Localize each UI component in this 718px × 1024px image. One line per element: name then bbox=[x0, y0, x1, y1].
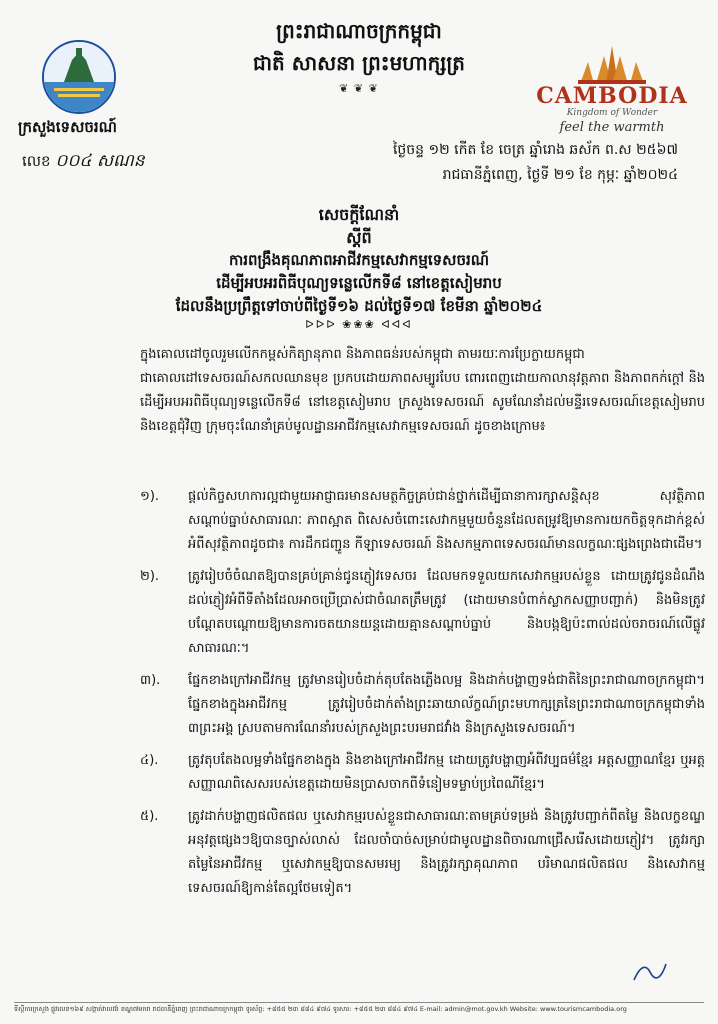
item-text: ត្រូវតុបតែងលម្អទាំងផ្នែកខាងក្នុង និងខាងក្រៅអាជីវកម្ម ដោយត្រូវបង្ហាញអំពីវប្បធម៌ខ្មែរ អត្តសញ្ញាណខ្មែរ ឬអត្តសញ្ញាណពិសេសរបស់ខេត្តដោយមិនប្រាសចាកពីទំនៀមទម្លាប់ប្រពៃណីខ្មែរ។ bbox=[188, 753, 705, 792]
instruction-list bbox=[140, 485, 705, 909]
title-line-1: សេចក្តីណែនាំ bbox=[318, 205, 400, 224]
list-item bbox=[140, 485, 705, 557]
intro-paragraph bbox=[140, 343, 705, 367]
title-line-2: ស្តីពី bbox=[346, 228, 372, 247]
ministry-of-tourism-logo bbox=[42, 40, 116, 114]
item-number: ២). bbox=[140, 569, 160, 584]
reference-value: ០០៤ សណន bbox=[55, 151, 145, 171]
intro-paragraph-continued bbox=[140, 367, 705, 439]
document-title bbox=[0, 203, 718, 331]
ministry-name: ក្រសួងទេសចរណ៍ bbox=[18, 118, 117, 136]
item-number: ១). bbox=[140, 489, 160, 504]
intro-first-line: ក្នុងគោលដៅចូលរួមលើកកម្ពស់កិត្យានុភាព និងភាពធន់របស់កម្ពុជា តាមរយៈការប្រែក្លាយកម្ពុជា bbox=[140, 347, 585, 362]
footer-contact: ទីស្តីការក្រសួង ផ្លូវលេខ១៦៩ សង្កាត់វាលវង់ ខណ្ឌ៧មករា រាជធានីភ្នំពេញ ព្រះរាជាណាចក្រកម្ពុជា ទូរស័ព្ទ: +៨៥៥ ២៣ ៨៨៤ ៩៧៤ ទូរសារ: +៨៥៥ ២៣ ៨៨៤ ៩៧៤ E-mail: admin@mot.gov.kh Website: www.tourismcambodia.org bbox=[14, 1002, 704, 1015]
brand-tagline: Kingdom of Wonder bbox=[566, 108, 658, 118]
item-text: ផ្តល់កិច្ចសហការល្អជាមួយអាជ្ញាធរមានសមត្ថកិច្ចគ្រប់ជាន់ថ្នាក់ដើម្បីធានាការក្សាសន្តិសុខ សុវត្ថិភាព សណ្តាប់ធ្នាប់សាធារណៈ ភាពស្អាត ពិសេសចំពោះសេវាកម្មមួយចំនួនដែលតម្រូវឱ្យមានការយកចិត្តទុកដាក់ខ្ពស់អំពីសុវត្ថិភាពដូចជា៖ ការដឹកជញ្ជូន កីឡាទេសចរណ៍ និងសកម្មភាពទេសចរណ៍មានលក្ខណៈផ្សងព្រេងជាដើម។ bbox=[188, 489, 705, 552]
brand-name: CAMBODIA bbox=[536, 83, 688, 109]
header-ornament: ❦ ❦ ❦ bbox=[339, 82, 379, 95]
national-motto: ជាតិ សាសនា ព្រះមហាក្សត្រ bbox=[253, 51, 465, 75]
ministry-emblem-icon bbox=[44, 42, 114, 112]
item-text: ត្រូវរៀបចំចំណតឱ្យបានគ្រប់គ្រាន់ជូនភ្ញៀវទេសចរ ដែលមកទទួលយកសេវាកម្មរបស់ខ្លួន ដោយត្រូវជូនដំណឹងដល់ភ្ញៀវអំពីទីតាំងដែលអាចប្រើប្រាស់ជាចំណតត្រឹមត្រូវ (ដោយមានបំពាក់ស្លាកសញ្ញាបញ្ជាក់) និងមិនត្រូវបណ្តែតបណ្តោយឱ្យមានការចតយានយន្តដោយគ្មានសណ្តាប់ធ្នាប់ និងបង្កឱ្យប៉ះពាល់ដល់ចរាចរណ៍លើផ្លូវសាធារណៈ។ bbox=[188, 569, 705, 656]
title-line-4: ដើម្បីអបអរពិធីបុណ្យទន្លេលើកទី៨ នៅខេត្តសៀមរាប bbox=[216, 274, 502, 292]
kingdom-name: ព្រះរាជាណាចក្រកម្ពុជា bbox=[276, 19, 442, 43]
cambodia-brand-logo bbox=[532, 42, 692, 142]
list-item bbox=[140, 669, 705, 741]
lunar-date: ថ្ងៃចន្ទ ១២ កើត ខែ ចេត្រ ឆ្នាំរោង ឆស័ក ព.ស ២៥៦៧ bbox=[392, 142, 678, 158]
initial-signature-icon bbox=[630, 960, 670, 984]
brand-slogan: feel the warmth bbox=[559, 120, 665, 135]
title-ornament: ᐅᐅᐅ ❀❀❀ ᐊᐊᐊ bbox=[305, 318, 413, 331]
item-text: ផ្នែកខាងក្រៅអាជីវកម្ម ត្រូវមានរៀបចំដាក់តុបតែងភ្លើងលម្អ និងដាក់បង្ហាញទង់ជាតិនៃព្រះរាជាណាចក្រកម្ពុជា។ ផ្នែកខាងក្នុងអាជីវកម្ម ត្រូវរៀបចំដាក់តាំងព្រះឆាយាល័ក្ខណ៍ព្រះមហាក្សត្រនៃព្រះរាជាណាចក្រកម្ពុជាទាំង ៣ព្រះអង្គ ស្របតាមការណែនាំរបស់ក្រសួងព្រះបរមរាជវាំង និងក្រសួងទេសចរណ៍។ bbox=[188, 673, 705, 736]
list-item bbox=[140, 565, 705, 661]
intro-rest: ជាគោលដៅទេសចរណ៍សកលឈានមុខ ប្រកបដោយភាពសម្បូរបែប ពោរពេញដោយកាលានុវត្តភាព និងភាពកក់ក្តៅ និងដើម្បីអបអរពិធីបុណ្យទន្លេលើកទី៨ នៅខេត្តសៀមរាប ក្រសួងទេសចរណ៍ សូមណែនាំដល់មន្ទីរទេសចរណ៍ខេត្តសៀមរាប និងខេត្តជុំវិញ ក្រុមចុះណែនាំគ្រប់មូលដ្ឋានអាជីវកម្មសេវាកម្មទេសចរណ៍ ដូចខាងក្រោម៖ bbox=[140, 371, 705, 434]
reference-number bbox=[22, 150, 145, 175]
item-text: ត្រូវដាក់បង្ហាញផលិតផល ឬសេវាកម្មរបស់ខ្លួនជាសាធារណៈតាមគ្រប់ទម្រង់ និងត្រូវបញ្ជាក់ពីតម្លៃ និងលក្ខខណ្ឌអនុវត្តផ្សេងៗឱ្យបានច្បាស់លាស់ ដែលចាំបាច់សម្រាប់ជាមូលដ្ឋានពិចារណាជ្រើសរើសដោយភ្ញៀវ។ ត្រូវរក្សាតម្លៃនៃអាជីវកម្ម ឬសេវាកម្មឱ្យបានសមរម្យ និងត្រូវរក្សាគុណភាព បរិមាណផលិតផល និងសេវាកម្មទេសចរណ៍ឱ្យកាន់តែល្អថែមទៀត។ bbox=[188, 809, 705, 896]
list-item bbox=[140, 805, 705, 901]
list-item bbox=[140, 749, 705, 797]
title-line-3: ការពង្រឹងគុណភាពអាជីវកម្មសេវាកម្មទេសចរណ៍ bbox=[228, 251, 490, 269]
angkor-temple-icon bbox=[572, 42, 652, 84]
solar-date: រាជធានីភ្នំពេញ, ថ្ងៃទី ២១ ខែ កុម្ភៈ ឆ្នាំ២០២៤ bbox=[442, 167, 678, 183]
item-number: ៣). bbox=[140, 673, 161, 688]
item-number: ៤). bbox=[140, 753, 159, 768]
item-number: ៥). bbox=[140, 809, 159, 824]
title-line-5: ដែលនឹងប្រព្រឹត្តទៅចាប់ពីថ្ងៃទី១៦ ដល់ថ្ងៃទី១៧ ខែមីនា ឆ្នាំ២០២៤ bbox=[175, 297, 543, 315]
reference-label: លេខ bbox=[22, 152, 51, 170]
